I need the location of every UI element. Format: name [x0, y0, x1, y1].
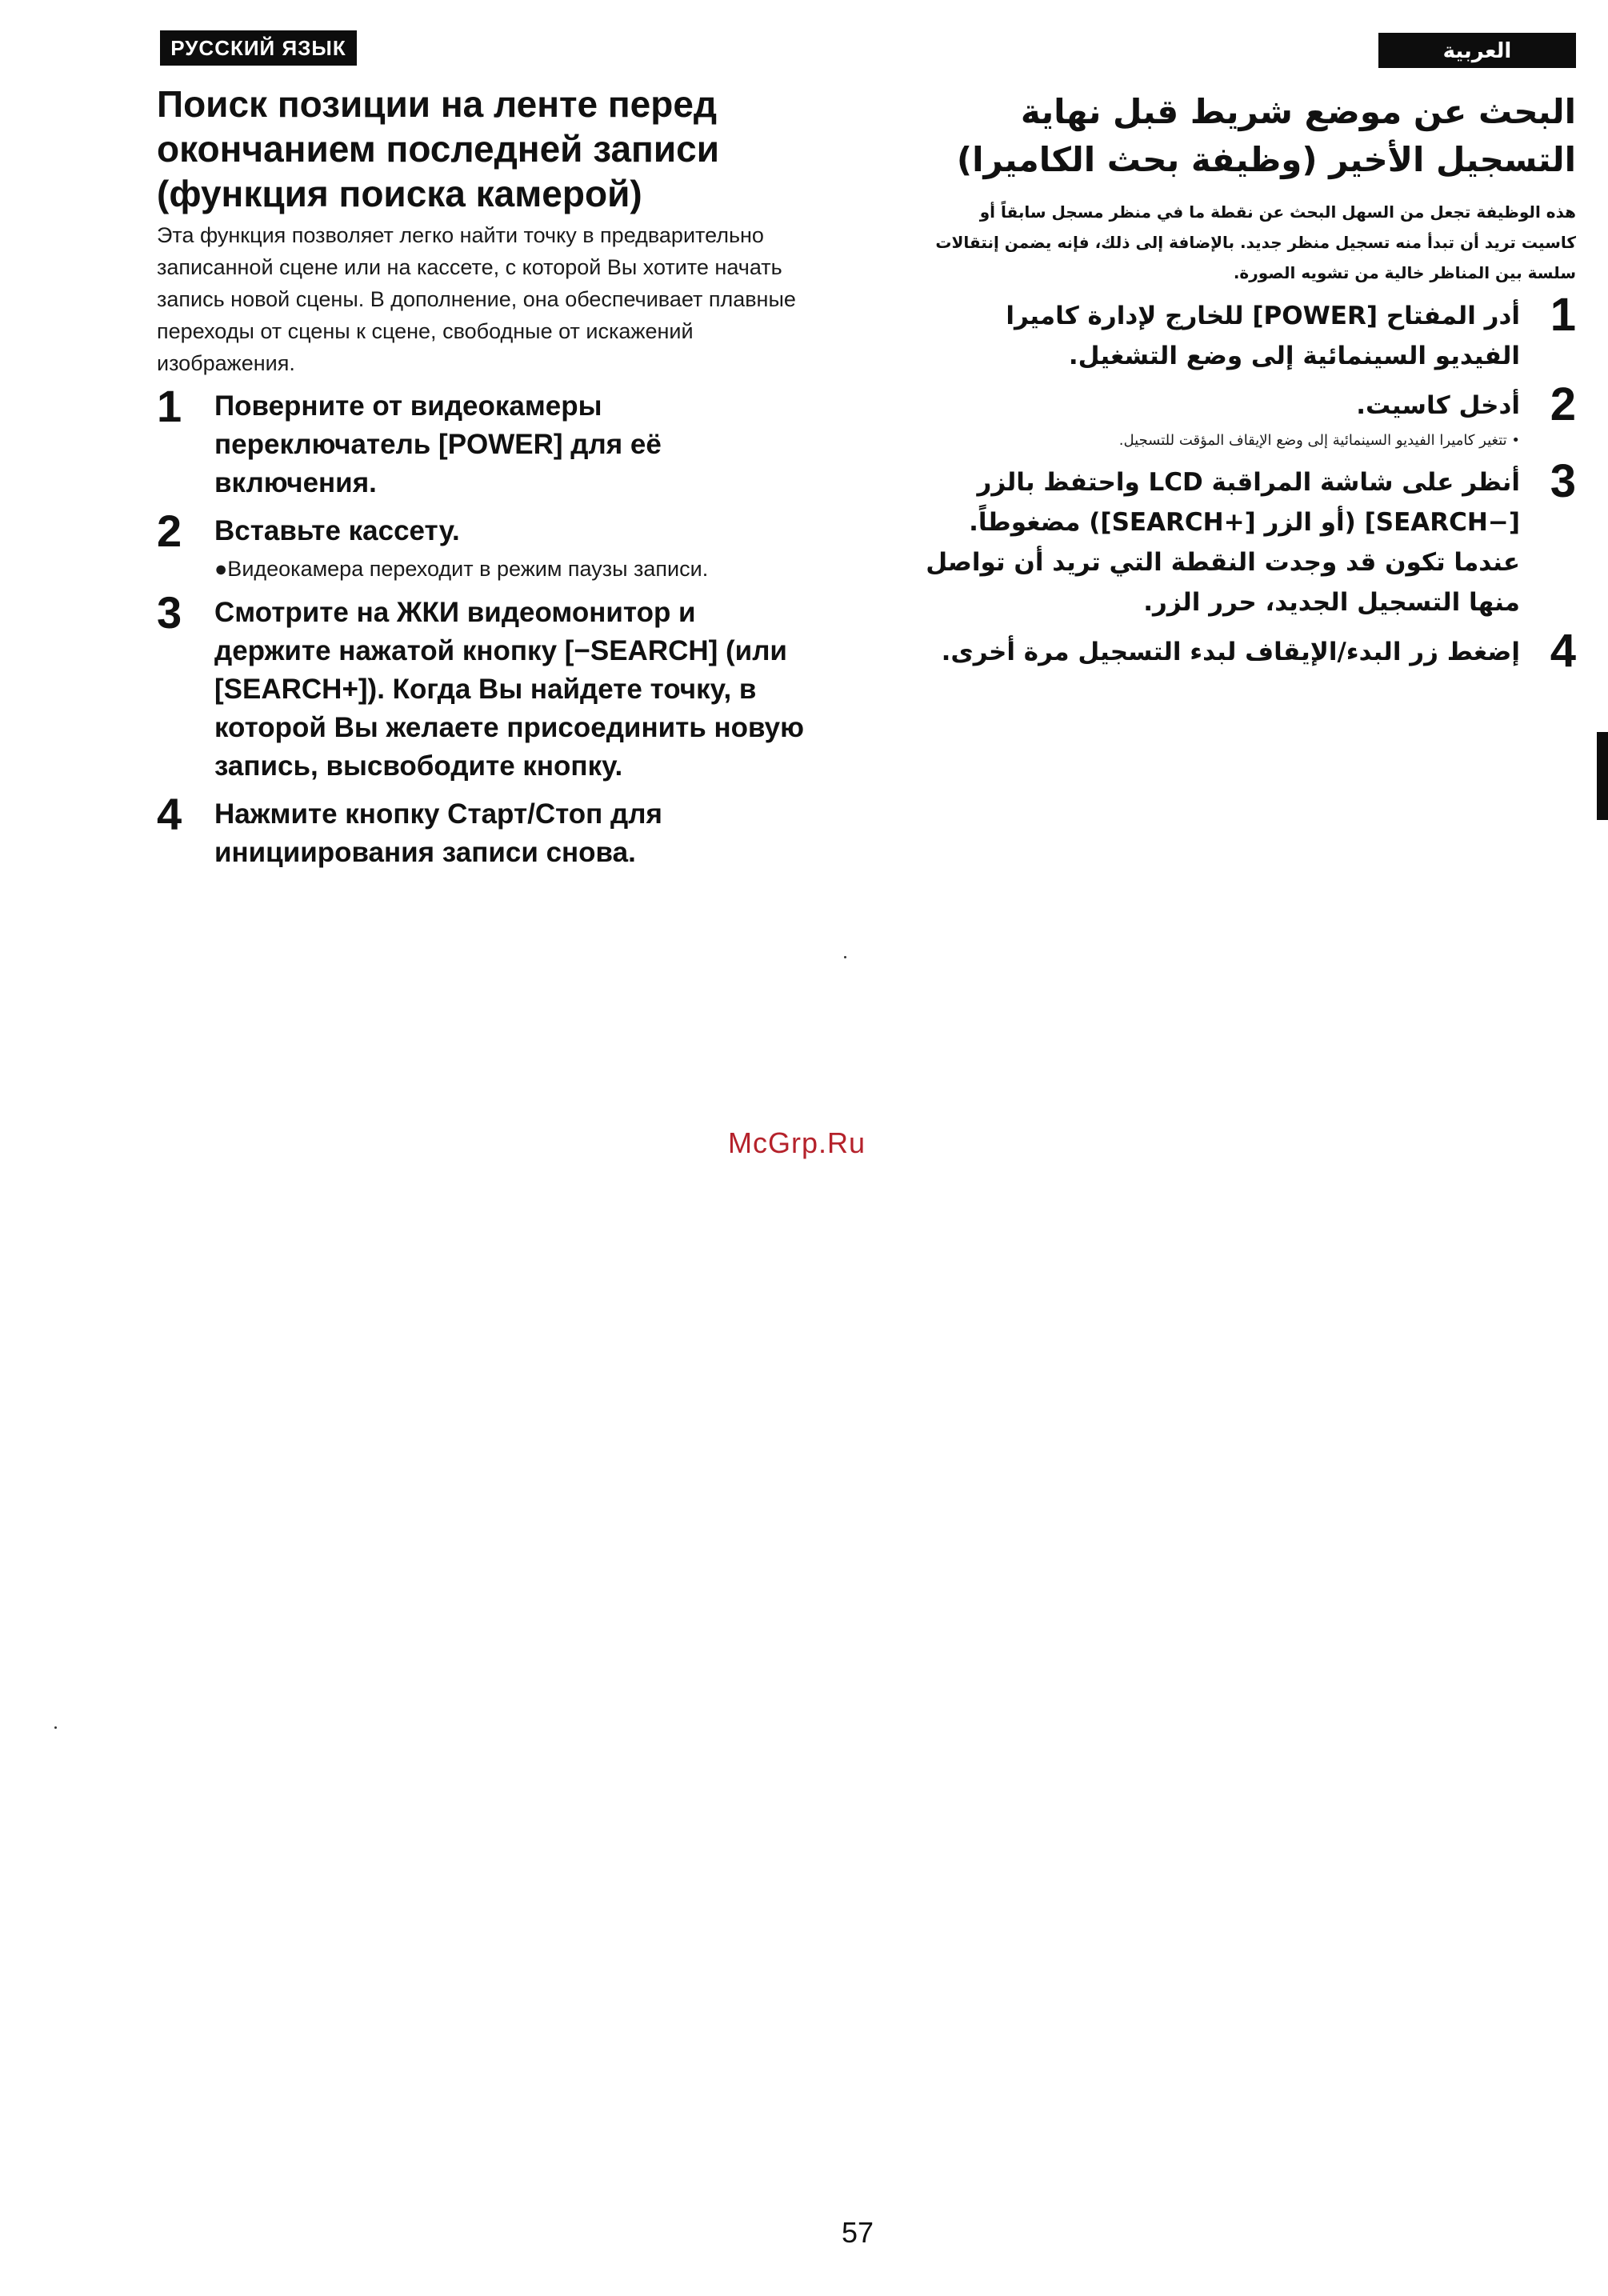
step-2: [157, 506, 805, 584]
watermark: McGrp.Ru: [728, 1126, 866, 1159]
step-number: 1: [157, 381, 182, 431]
step-text: Смотрите на ЖКИ видеомонитор и держите нажатой кнопку [−SEARCH] (или [SEARCH+]). Когда Вы найдете точку, в которой Вы желаете присоединить новую запись, высвободите кнопку.: [214, 597, 804, 782]
step-number: 2: [1550, 378, 1576, 430]
steps-list-russian: [157, 381, 805, 872]
step-number: 1: [1550, 289, 1576, 341]
section-title-arabic: البحث عن موضع شريط قبل نهاية التسجيل الأخير (وظيفة بحث الكاميرا): [956, 92, 1576, 179]
step-text: Вставьте кассету.: [214, 515, 460, 546]
steps-list-arabic: [920, 289, 1576, 677]
step-1: [157, 381, 805, 502]
step-4: [920, 625, 1576, 677]
step-number: 4: [1550, 625, 1576, 677]
arabic-column: [920, 88, 1576, 682]
russian-column: [157, 82, 805, 882]
intro-paragraph-arabic: هذه الوظيفة تجعل من السهل البحث عن نقطة ما في منظر مسجل سابقاً أو كاسيت تريد أن تبدأ منه تسجيل منظر جديد. بالإضافة إلى ذلك، فإنه يضمن إنتقالات سلسة بين المناظر خالية من تشويه الصورة.: [935, 202, 1576, 282]
step-text: أدر المفتاح [POWER] للخارج لإدارة كاميرا الفيديو السينمائية إلى وضع التشغيل.: [1006, 302, 1520, 370]
scan-speck: [54, 1726, 57, 1729]
language-tab-russian: РУССКИЙ ЯЗЫК: [160, 30, 357, 66]
step-text: Нажмите кнопку Старт/Стоп для инициирования записи снова.: [214, 798, 662, 868]
step-text: إضغط زر البدء/الإيقاف لبدء التسجيل مرة أخرى.: [941, 638, 1520, 666]
language-tab-arabic: العربية: [1378, 33, 1576, 68]
page-number: 57: [842, 2216, 874, 2249]
step-number: 4: [157, 789, 182, 839]
step-number: 3: [1550, 455, 1576, 507]
step-number: 2: [157, 506, 182, 556]
step-2: [920, 378, 1576, 453]
step-note: • تتغير كاميرا الفيديو السينمائية إلى وضع الإيقاف المؤقت للتسجيل.: [1118, 432, 1520, 449]
step-text: Поверните от видеокамеры переключатель [POWER] для её включения.: [214, 390, 662, 498]
step-1: [920, 289, 1576, 376]
scan-speck: [844, 956, 846, 958]
section-title-russian: Поиск позиции на ленте перед окончанием последней записи (функция поиска камерой): [157, 83, 719, 214]
page-edge-marker: [1597, 732, 1608, 820]
step-text: أنظر على شاشة المراقبة LCD واحتفظ بالزر [−SEARCH] (أو الزر [+SEARCH]) مضغوطاً. عندما تكون قد وجدت النقطة التي تريد أن تواصل منها التسجيل الجديد، حرر الزر.: [926, 468, 1520, 617]
step-text: أدخل كاسيت.: [1356, 391, 1520, 420]
step-3: [157, 587, 805, 786]
step-4: [157, 789, 805, 872]
step-number: 3: [157, 587, 182, 638]
step-3: [920, 455, 1576, 622]
intro-paragraph-russian: Эта функция позволяет легко найти точку в предварительно записанной сцене или на кассете, с которой Вы хотите начать запись новой сцены. В дополнение, она обеспечивает плавные переходы от сцены к сцене, свободные от искажений изображения.: [157, 223, 796, 375]
step-note: ●Видеокамера переходит в режим паузы записи.: [214, 557, 709, 581]
